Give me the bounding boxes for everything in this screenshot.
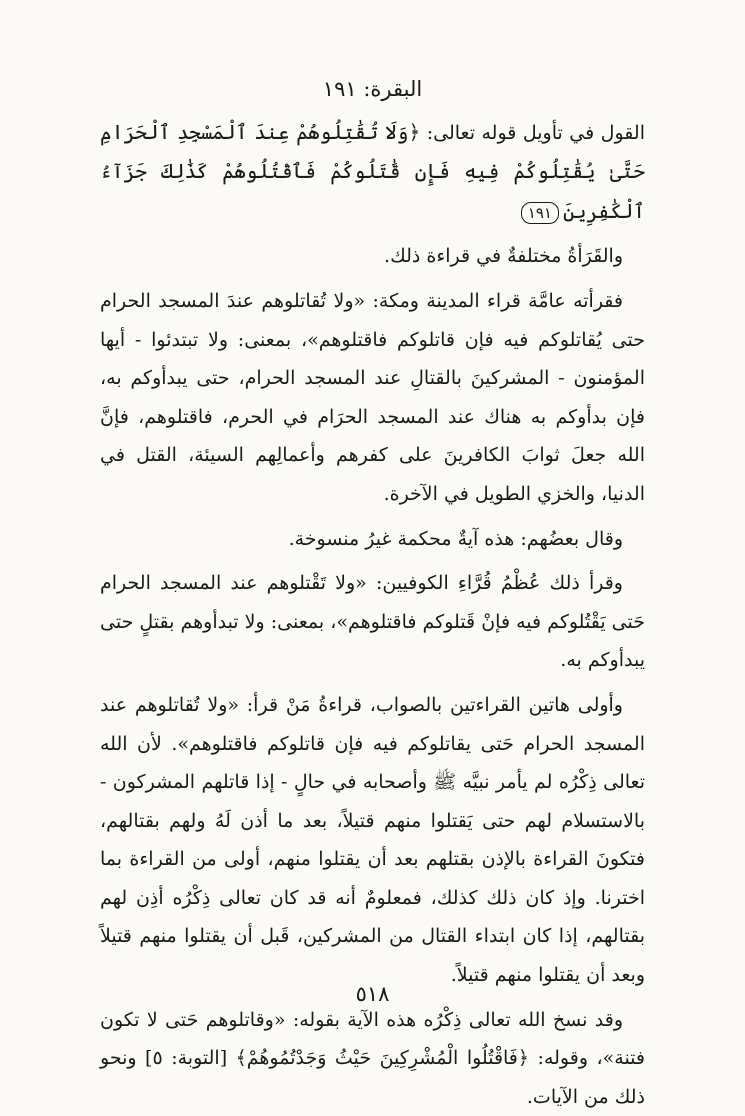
quran-verse: ﴿وَلَا تُقَٰتِلُوهُمْ عِندَ ٱلْمَسْجِدِ ٱلْحَرَامِ حَتَّىٰ يُقَٰتِلُوكُمْ فِيهِ فَإِن قَٰتَلُوكُمْ فَٱقْتُلُوهُمْ كَذَٰلِكَ جَزَآءُ ٱلْكَٰفِرِينَ (100, 119, 645, 223)
paragraph-1: والقَرَأةُ مختلفةٌ في قراءة ذلك. (384, 245, 623, 268)
paragraph-4: وقرأ ذلك عُظْمُ قُرَّاءِ الكوفيين: «ولا تَقْتلوهم عند المسجد الحرام حَتى يَقْتُلوكم فيه فإنْ قَتلوكم فاقتلوهم»، بمعنى: ولا تبدأوهم بقتلٍ حتى يبدأوكم به. (100, 572, 645, 672)
paragraph-5: وأولى هاتين القراءتين بالصواب، قراءةُ مَنْ قرأ: «ولا تُقاتلوهم عند المسجد الحرام حَتى يقاتلوكم فيه فإن قاتلوكم فاقتلوهم». لأن الله تعالى ذِكْرُه لم يأمر نبيَّه ﷺ وأصحابه في حالٍ - إذا قاتلهم المشركون - بالاستسلام لهم حتى يَقتلوا منهم قتيلاً، بعد ما أذن لَهُ ولهم بقتالهم، فتكونَ القراءة بالإذن بقتلهم بعد أن يقتلوا منهم، أولى من القراءة بما اخترنا. وإذ كان ذلك كذلك، فمعلومٌ أنه قد كان تعالى ذِكْرُه أذِن لهم بقتالهم، إذا كان ابتداء القتال من المشركين، قَبل أن يقتلوا منهم قتيلاً وبعد أن يقتلوا منهم قتيلاً. (100, 693, 645, 987)
ayah-number-marker: ١٩١ (521, 202, 559, 224)
paragraph-3: وقال بعضُهم: هذه آيةٌ محكمة غيرُ منسوخة. (288, 527, 623, 550)
paragraph-6: وقد نسخ الله تعالى ذِكْرُه هذه الآية بقوله: «وقاتلوهم حَتى لا تكون فتنة»، وقوله: ﴿فَاقْتُلُوا الْمُشْرِكِينَ حَيْثُ وَجَدْتُمُوهُمْ﴾ [التوبة: ٥] ونحو ذلك من الآيات. (100, 1008, 645, 1108)
paragraph-2: فقرأته عامَّة قراء المدينة ومكة: «ولا تُقاتلوهم عندَ المسجد الحرام حتى يُقاتلوكم فيه فإن قاتلوكم فاقتلوهم»، بمعنى: ولا تبتدئوا - أيها المؤمنون - المشركينَ بالقتالِ عند المسجد الحرام، حتى يبدأوكم به، فإن بدأوكم به هناك عند المسجد الحرَام في الحرم، فاقتلوهم، فإنَّ الله جعلَ ثوابَ الكافرينَ على كفرهم وأعمالِهم السيئة، القتل في الدنيا، والخزي الطويل في الآخرة. (100, 289, 645, 505)
page-content (100, 70, 645, 1116)
page-header: البقرة: ١٩١ (322, 77, 423, 101)
verse-intro-prefix: القول في تأويل قوله تعالى: (420, 121, 645, 144)
page-number: ٥١٨ (355, 982, 390, 1006)
verse-intro (100, 113, 645, 232)
